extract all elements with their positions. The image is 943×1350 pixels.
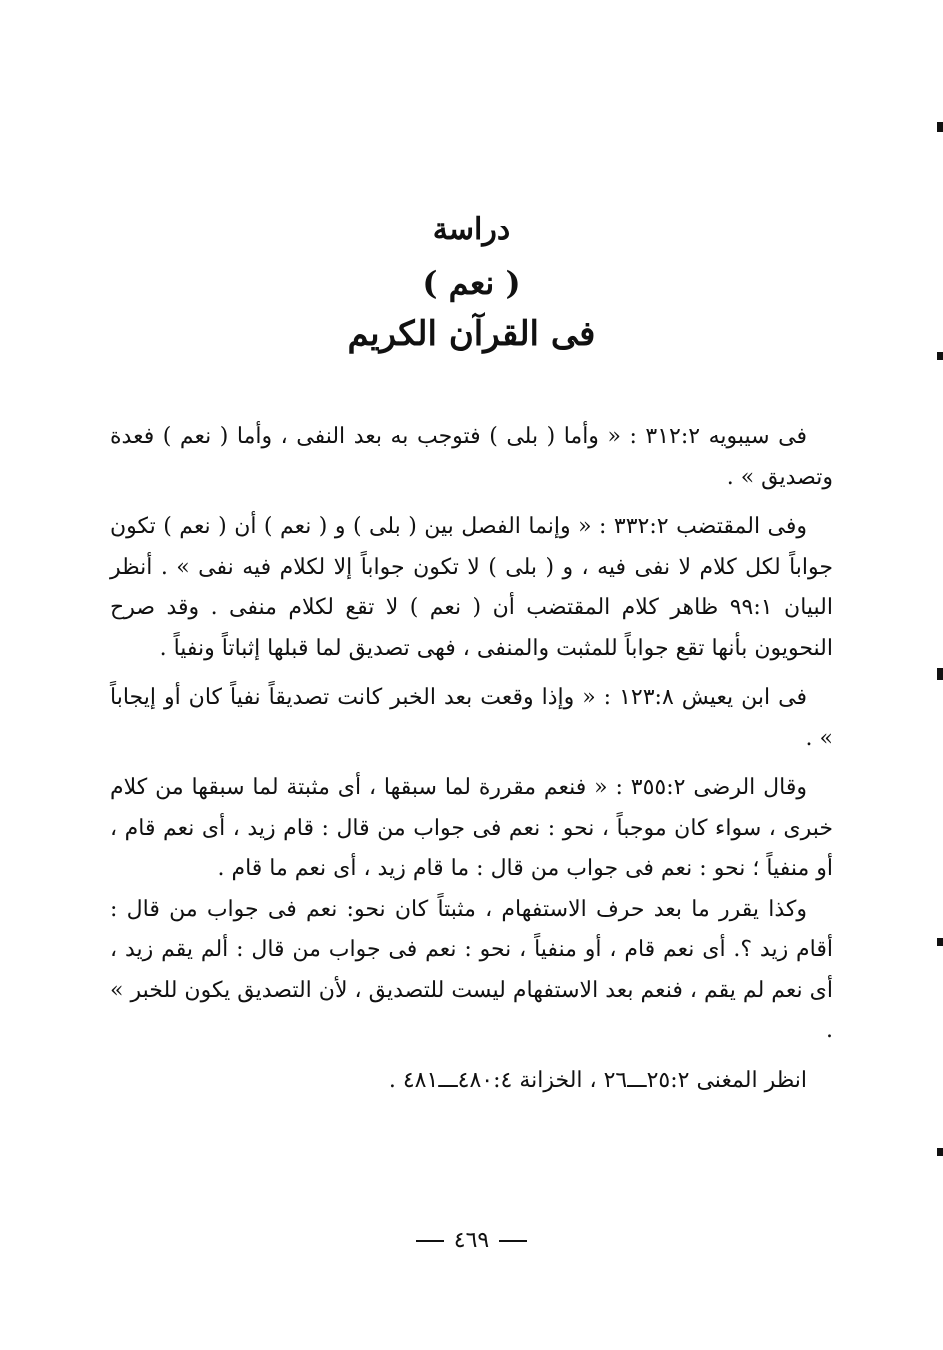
title-quran: فى القرآن الكريم — [347, 314, 596, 354]
scan-edge-mark — [937, 938, 943, 946]
body-text — [110, 417, 833, 1110]
paragraph-sibawayh: فى سيبويه ٣١٢:٢ : « وأما ( بلى ) فتوجب به بعد النفى ، وأما ( نعم ) فعدة وتصديق » . — [110, 424, 833, 490]
paragraph-references: انظر المغنى ٢٥:٢ـــ٢٦ ، الخزانة ٤٨٠:٤ـــ٤٨١ . — [388, 1067, 807, 1093]
title-block — [0, 212, 943, 354]
page-number-dash-right — [416, 1240, 444, 1242]
scan-edge-mark — [937, 668, 943, 680]
title-naam: ( نعم ) — [422, 264, 521, 302]
page-number-value: ٤٦٩ — [453, 1228, 490, 1253]
page-number — [0, 1228, 943, 1253]
scan-edge-mark — [937, 122, 943, 132]
scan-edge-mark — [937, 352, 943, 360]
paragraph-radi: وقال الرضى ٣٥٥:٢ : « فنعم مقررة لما سبقها ، أى مثبتة لما سبقها من كلام خبرى ، سواء كان موجباً ، نحو : نعم فى جواب من قال : قام زيد ، أى نعم قام ، أو منفياً ؛ نحو : نعم فى جواب من قال : ما قام زيد ، أى نعم ما قام . — [110, 775, 833, 881]
paragraph-ibn-yaish: فى ابن يعيش ١٢٣:٨ : « وإذا وقعت بعد الخبر كانت تصديقاً نفياً كان أو إيجاباً » . — [110, 685, 833, 751]
paragraph-istifham: وكذا يقرر ما بعد حرف الاستفهام ، مثبتاً كان نحو: نعم فى جواب من قال : أقام زيد ؟. أى نعم قام ، أو منفياً ، نحو : نعم فى جواب من قال : ألم يقم زيد ، أى نعم لم يقم ، فنعم بعد الاستفهام ليست للتصديق ، لأن التصديق يكون للخبر » . — [110, 896, 833, 1043]
scan-edge-mark — [937, 1148, 943, 1156]
paragraph-muqtadab: وفى المقتضب ٣٣٢:٢ : « وإنما الفصل بين ( بلى ) و ( نعم ) أن ( نعم ) تكون جواباً لكل كلام لا نفى فيه ، و ( بلى ) لا تكون جواباً إلا لكلام فيه نفى » . أنظر البيان ٩٩:١ ظاهر كلام المقتضب أن ( نعم ) لا تقع لكلام منفى . وقد صرح النحويون بأنها تقع جواباً للمثبت والمنفى ، فهى تصديق لما قبلها إثباتاً ونفياً . — [110, 514, 833, 661]
page-number-dash-left — [499, 1240, 527, 1242]
title-study: دراسة — [432, 212, 511, 247]
